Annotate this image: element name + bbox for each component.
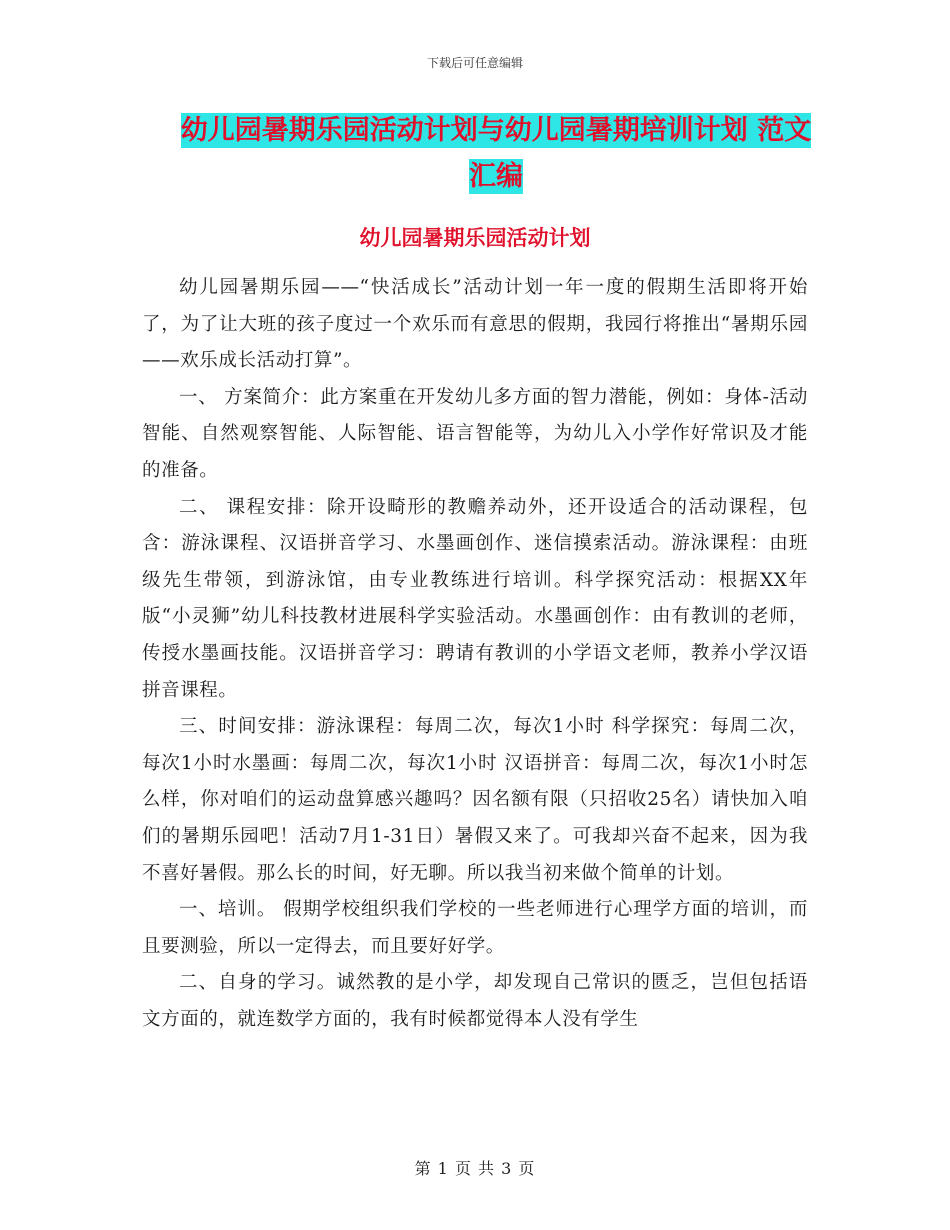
document-title xyxy=(140,108,852,200)
document-title-line-1: 幼儿园暑期乐园活动计划与幼儿园暑期培训计划 范文 xyxy=(180,115,812,146)
paragraph-time-arrangement: 三、时间安排：游泳课程：每周二次，每次1小时 科学探究：每周二次，每次1小时水墨画：每周二次，每次1小时 汉语拼音：每周二次，每次1小时怎么样，你对咱们的运动盘算感兴趣吗？因名额有限（只招收25名）请快加入咱们的暑期乐园吧！活动7月1-31日）暑假又来了。可我却兴奋不起来，因为我不喜好暑假。那么长的时间，好无聊。所以我当初来做个简单的计划。 xyxy=(142,716,808,884)
paragraph-course-schedule: 二、 课程安排：除开设畸形的教赡养动外，还开设适合的活动课程，包含：游泳课程、汉语拼音学习、水墨画创作、迷信摸索活动。游泳课程：由班级先生带领，到游泳馆，由专业教练进行培训。科学探究活动：根据XX年版“小灵狮”幼儿科技教材进展科学实验活动。水墨画创作：由有教训的老师，传授水墨画技能。汉语拼音学习：聘请有教训的小学语文老师，教养小学汉语拼音课程。 xyxy=(142,496,808,701)
paragraph-intro: 幼儿园暑期乐园——“快活成长”活动计划一年一度的假期生活即将开始了，为了让大班的孩子度过一个欢乐而有意思的假期，我园行将推出“暑期乐园——欢乐成长活动打算”。 xyxy=(142,277,808,372)
paragraph-training: 一、培训。 假期学校组织我们学校的一些老师进行心理学方面的培训，而且要测验，所以一定得去，而且要好好学。 xyxy=(142,899,808,957)
page-footer: 第 1 页 共 3 页 xyxy=(414,1159,536,1178)
document-title-line-2: 汇编 xyxy=(469,161,523,192)
paragraph-self-study: 二、自身的学习。诚然教的是小学，却发现自己常识的匮乏，岂但包括语文方面的，就连数学方面的，我有时候都觉得本人没有学生 xyxy=(142,972,808,1030)
document-body xyxy=(142,270,808,1038)
section-title: 幼儿园暑期乐园活动计划 xyxy=(359,226,591,250)
paragraph-program-overview: 一、 方案简介：此方案重在开发幼儿多方面的智力潜能，例如：身体-活动智能、自然观察智能、人际智能、语言智能等，为幼儿入小学作好常识及才能的准备。 xyxy=(142,386,808,481)
header-note: 下载后可任意编辑 xyxy=(426,56,523,70)
